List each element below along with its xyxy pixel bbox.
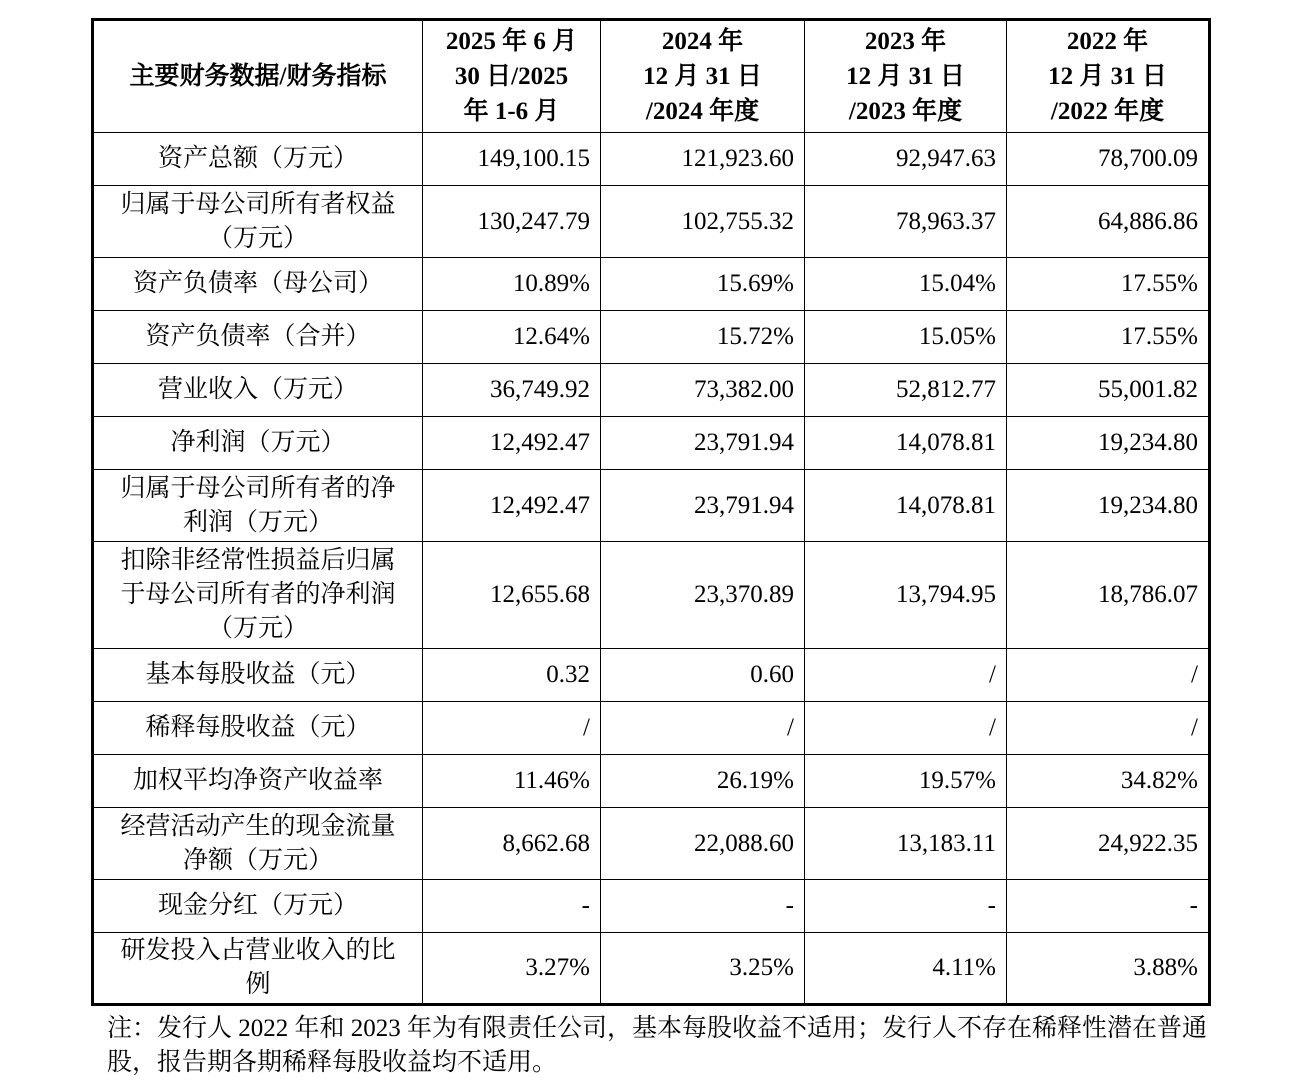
row-value: 23,791.94: [601, 417, 805, 470]
row-value: 10.89%: [423, 258, 601, 311]
row-value: /: [805, 649, 1007, 702]
header-2023: 2023 年 12 月 31 日 /2023 年度: [805, 20, 1007, 133]
row-value: 15.05%: [805, 311, 1007, 364]
table-row: [93, 542, 1210, 649]
row-value: 14,078.81: [805, 470, 1007, 542]
header-2022: 2022 年 12 月 31 日 /2022 年度: [1007, 20, 1210, 133]
row-value: 23,370.89: [601, 542, 805, 649]
header-2025h1: 2025 年 6 月 30 日/2025 年 1-6 月: [423, 20, 601, 133]
row-value: 15.72%: [601, 311, 805, 364]
table-row: [93, 808, 1210, 880]
row-value: -: [1007, 880, 1210, 933]
row-value: 24,922.35: [1007, 808, 1210, 880]
row-value: 78,700.09: [1007, 133, 1210, 186]
row-label: 加权平均净资产收益率: [93, 755, 423, 808]
table-header-row: [93, 20, 1210, 133]
table-row: [93, 649, 1210, 702]
row-value: 14,078.81: [805, 417, 1007, 470]
row-label: 资产总额（万元）: [93, 133, 423, 186]
table-row: [93, 755, 1210, 808]
row-value: 23,791.94: [601, 470, 805, 542]
row-value: 36,749.92: [423, 364, 601, 417]
table-row: [93, 933, 1210, 1005]
table-row: [93, 417, 1210, 470]
row-label: 研发投入占营业收入的比例: [93, 933, 423, 1005]
row-value: 18,786.07: [1007, 542, 1210, 649]
table-row: [93, 364, 1210, 417]
row-value: 92,947.63: [805, 133, 1007, 186]
row-value: 13,794.95: [805, 542, 1007, 649]
table-row: [93, 702, 1210, 755]
row-value: 102,755.32: [601, 186, 805, 258]
table-row: [93, 186, 1210, 258]
row-value: -: [805, 880, 1007, 933]
row-value: 78,963.37: [805, 186, 1007, 258]
row-label: 净利润（万元）: [93, 417, 423, 470]
row-label: 基本每股收益（元）: [93, 649, 423, 702]
row-value: 73,382.00: [601, 364, 805, 417]
row-value: 12,492.47: [423, 417, 601, 470]
row-value: 15.04%: [805, 258, 1007, 311]
row-label: 现金分红（万元）: [93, 880, 423, 933]
financial-data-table: [91, 18, 1211, 1006]
row-value: -: [601, 880, 805, 933]
row-value: 4.11%: [805, 933, 1007, 1005]
row-value: /: [423, 702, 601, 755]
row-label: 经营活动产生的现金流量净额（万元）: [93, 808, 423, 880]
table-row: [93, 258, 1210, 311]
table-row: [93, 880, 1210, 933]
table-row: [93, 470, 1210, 542]
row-value: 52,812.77: [805, 364, 1007, 417]
table-row: [93, 133, 1210, 186]
table-row: [93, 311, 1210, 364]
row-value: /: [1007, 702, 1210, 755]
row-value: 19,234.80: [1007, 417, 1210, 470]
header-indicator: 主要财务数据/财务指标: [93, 20, 423, 133]
row-value: 121,923.60: [601, 133, 805, 186]
row-value: 149,100.15: [423, 133, 601, 186]
row-value: 26.19%: [601, 755, 805, 808]
row-value: 19,234.80: [1007, 470, 1210, 542]
row-value: /: [601, 702, 805, 755]
row-value: 12,655.68: [423, 542, 601, 649]
row-value: 34.82%: [1007, 755, 1210, 808]
financial-data-table-wrapper: [91, 18, 1208, 1006]
row-value: 15.69%: [601, 258, 805, 311]
footnote: 注：发行人 2022 年和 2023 年为有限责任公司，基本每股收益不适用；发行人不存在稀释性潜在普通股，报告期各期稀释每股收益均不适用。: [107, 1015, 1208, 1076]
row-value: 19.57%: [805, 755, 1007, 808]
row-label: 归属于母公司所有者权益（万元）: [93, 186, 423, 258]
row-value: 12,492.47: [423, 470, 601, 542]
row-value: -: [423, 880, 601, 933]
row-label: 资产负债率（母公司）: [93, 258, 423, 311]
row-value: 13,183.11: [805, 808, 1007, 880]
row-value: 3.25%: [601, 933, 805, 1005]
row-label: 扣除非经常性损益后归属于母公司所有者的净利润（万元）: [93, 542, 423, 649]
header-2024: 2024 年 12 月 31 日 /2024 年度: [601, 20, 805, 133]
row-value: 8,662.68: [423, 808, 601, 880]
row-label: 归属于母公司所有者的净利润（万元）: [93, 470, 423, 542]
row-label: 营业收入（万元）: [93, 364, 423, 417]
row-value: 0.32: [423, 649, 601, 702]
row-value: 11.46%: [423, 755, 601, 808]
row-value: 3.88%: [1007, 933, 1210, 1005]
row-value: 130,247.79: [423, 186, 601, 258]
row-value: 17.55%: [1007, 311, 1210, 364]
row-value: 55,001.82: [1007, 364, 1210, 417]
row-value: 12.64%: [423, 311, 601, 364]
row-value: 0.60: [601, 649, 805, 702]
row-label: 资产负债率（合并）: [93, 311, 423, 364]
row-value: 64,886.86: [1007, 186, 1210, 258]
row-label: 稀释每股收益（元）: [93, 702, 423, 755]
row-value: /: [805, 702, 1007, 755]
table-body: [93, 133, 1210, 1005]
row-value: 22,088.60: [601, 808, 805, 880]
row-value: 17.55%: [1007, 258, 1210, 311]
row-value: /: [1007, 649, 1210, 702]
row-value: 3.27%: [423, 933, 601, 1005]
